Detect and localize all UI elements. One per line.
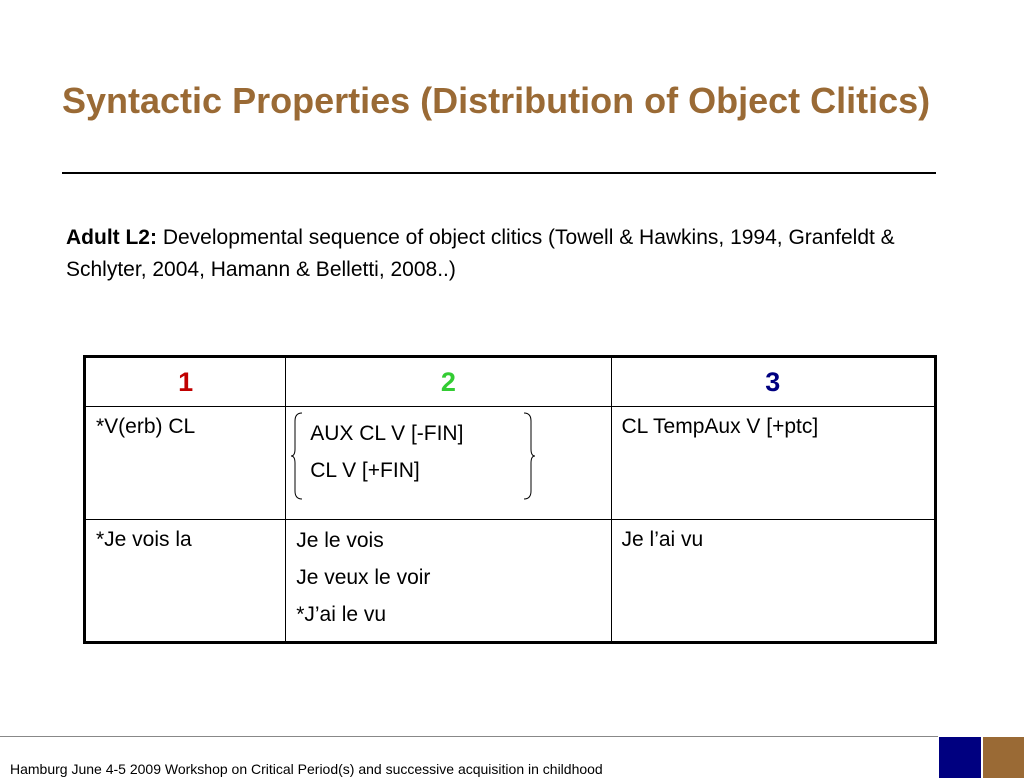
intro-label: Adult L2:: [66, 226, 157, 249]
footer-navy-square: [939, 737, 981, 778]
footer-text: Hamburg June 4-5 2009 Workshop on Critical Period(s) and successive acquisition in childhood: [10, 761, 603, 777]
cell-stage-3-example: Je l’ai vu: [611, 520, 935, 643]
example-line: Je veux le voir: [296, 566, 431, 589]
intro-text: Developmental sequence of object clitics (Towell & Hawkins, 1994, Granfeldt & Schlyter, 2004, Hamann & Belletti, 2008..): [66, 226, 895, 281]
right-brace-icon: [522, 411, 536, 501]
table-row: [85, 520, 936, 643]
left-brace-icon: [290, 411, 304, 501]
clitic-sequence-table: [83, 355, 937, 644]
title-underline: [62, 172, 936, 174]
example-line: *J’ai le vu: [296, 603, 387, 626]
header-stage-1: 1: [85, 357, 286, 407]
pattern-line: AUX CL V [-FIN]: [310, 422, 464, 445]
braced-group: [296, 415, 600, 489]
cell-stage-3-pattern: CL TempAux V [+ptc]: [611, 407, 935, 520]
footer-brown-square: [983, 737, 1024, 778]
slide-title: Syntactic Properties (Distribution of Object Clitics): [62, 80, 931, 121]
table-row: [85, 407, 936, 520]
cell-stage-2-example: [286, 520, 611, 643]
footer-divider: [0, 736, 938, 737]
header-stage-3: 3: [611, 357, 935, 407]
header-stage-2: 2: [286, 357, 611, 407]
example-line: Je le vois: [296, 529, 384, 552]
cell-stage-2-pattern: [286, 407, 611, 520]
pattern-line: CL V [+FIN]: [310, 459, 420, 482]
cell-stage-1-example: *Je vois la: [85, 520, 286, 643]
intro-paragraph: [66, 222, 926, 286]
cell-stage-1-pattern: *V(erb) CL: [85, 407, 286, 520]
table-header-row: [85, 357, 936, 407]
